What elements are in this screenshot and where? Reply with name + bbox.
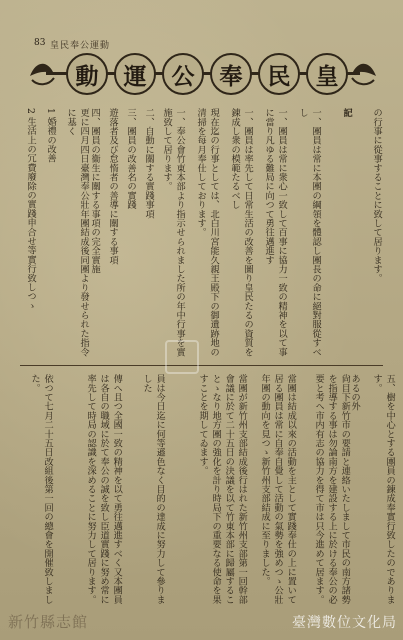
upper-lower-3: 三、團員の改善名の實踐 xyxy=(125,108,137,210)
lower-item-5: 當團が新竹州支部結成後行はれた新竹州支部第一回幹部會議に於て二十五日の決議を以て竹東本部に歸屬することゝなり地方團の強化を計り時局下の重要なる使命を果すことを期してゐます。 xyxy=(197,374,248,604)
upper-lower-2: 二、自動に關する實踐事項 xyxy=(143,108,155,219)
lower-item-1: 五、樹を中心とする團員の錬成奉實行致したのであります。 xyxy=(371,374,396,604)
lower-item-6: 員は今日迄に何等遜色なく目的の達成に努力して參りました xyxy=(141,374,166,604)
upper-lower-7: 1 婚禮の改善 xyxy=(45,108,57,163)
upper-item-2: 一、團員は常に衆心一致して百事に協力一致の精神を以て事に當り凡ゆる難局に向つて勇往邁進す xyxy=(263,108,288,357)
lower-item-4: 當團は結成以來の活動を主として實踐奉仕の上に置いて居る團員は常に自奉自覺して活動の氣勢を強めつゝ公壯年團の動向を見つゝ新竹州支部結成に至りました。 xyxy=(259,374,297,604)
lower-item-3: 尙目下新竹市の要請と連絡いたしまして市民の南方諸勢を指導する事は勿論南方を建設する上に於ける奉公の必要と考へ市内有志の協力を得て市は只今進めて居ます。 xyxy=(313,374,351,604)
title-char-2: 民 xyxy=(258,53,300,95)
running-title: 皇民奉公運動 xyxy=(50,41,111,51)
lower-item-7: 傳へ且つ全國一致の精神を以て勇往邁進すべく又本團員は各自の職域に於て奉公の誠を致し臣道實踐に努め常に率先して時局の認識を深めることに努力して居ります。 xyxy=(85,374,123,604)
upper-intro: の行事に從事することに致して居ります。 xyxy=(371,108,383,283)
upper-item-3: 一、團員は率先して日常生活の改善を圖り皇民たるの資質を錬成し衆の模範たるべし xyxy=(229,108,254,357)
lower-item-2: あるの外 xyxy=(349,374,361,411)
right-ornament-icon xyxy=(350,56,378,90)
lower-item-8: 依つて七月二十五日改組後第一回の總會を開催致しました。 xyxy=(29,374,54,604)
upper-lower-1: 一、奉公會竹東本部より指示せられました所の年中行事を實施致して居ります。 xyxy=(161,108,186,357)
upper-lower-4: 遊落者及び怠惰者の善導に關する事項 xyxy=(107,108,119,265)
watermark-left: 新竹縣志館 xyxy=(8,613,89,631)
faded-stamp xyxy=(165,340,199,374)
title-char-1: 皇 xyxy=(306,53,348,95)
upper-item-4: 現在迄の行事としては、北白川宮能久親王殿下の御遺跡地の清掃を每月奉仕しております。 xyxy=(195,108,220,357)
watermark-right: 臺灣數位文化局 xyxy=(292,615,397,631)
title-banner xyxy=(28,52,378,96)
page-number: 83 xyxy=(34,38,46,48)
upper-lower-5: 四、團員の衞生に關する事項の完全實施 xyxy=(89,108,101,274)
title-char-3: 奉 xyxy=(210,53,252,95)
title-char-4: 公 xyxy=(162,53,204,95)
title-char-6: 動 xyxy=(66,53,108,95)
upper-heading: 記 xyxy=(341,108,353,118)
section-divider xyxy=(20,365,383,366)
upper-item-1: 一、團員は常に本團の綱領を體認し團長の命に絕對服從すべし xyxy=(297,108,322,357)
upper-lower-6: 更に四月四日臺灣奉公壯年團結成後同團より發せられた指令に基く xyxy=(65,108,90,357)
title-char-5: 運 xyxy=(114,53,156,95)
left-ornament-icon xyxy=(28,56,56,90)
upper-lower-8: 2 生活上の冗費廢除の實踐申合せ等實行致しつゝ xyxy=(25,108,37,310)
